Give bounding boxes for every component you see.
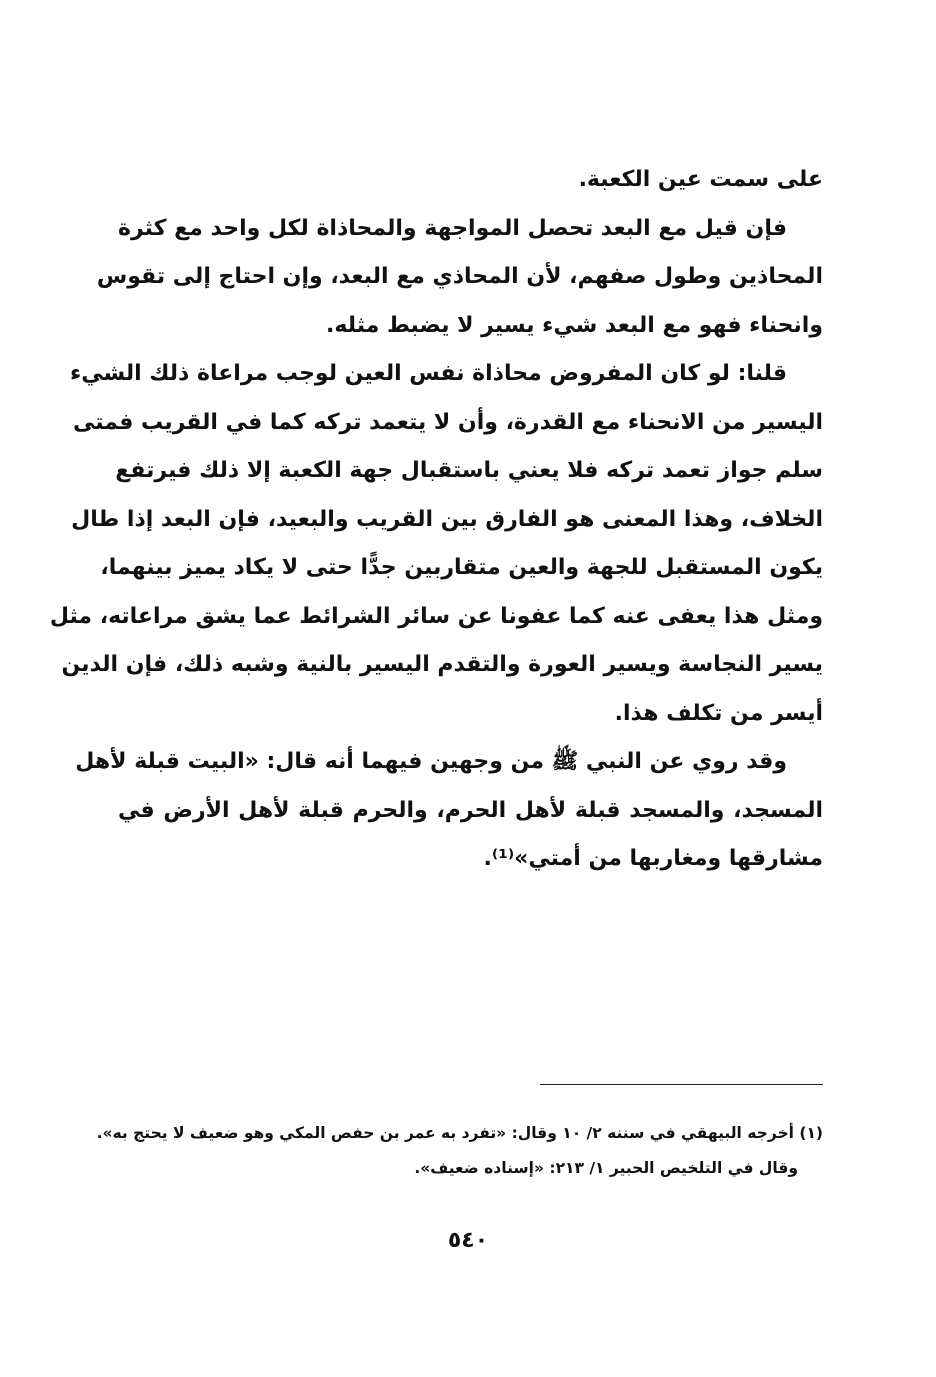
footnote-1: (١) أخرجه البيهقي في سننه ٢/ ١٠ وقال: «تفرد به عمر بن حفص المكي وهو ضعيف لا يحتج به». bbox=[96, 1124, 823, 1142]
body-text bbox=[49, 156, 823, 884]
text-line: وانحناء فهو مع البعد شيء يسير لا يضبط مثله. bbox=[326, 312, 823, 338]
text-line: المحاذين وطول صفهم، لأن المحاذي مع البعد، وإن احتاج إلى تقوس bbox=[96, 264, 823, 289]
text-line: المسجد، والمسجد قبلة لأهل الحرم، والحرم قبلة لأهل الأرض في bbox=[118, 797, 823, 823]
text-line: مشارقها ومغاربها من أمتي»⁽¹⁾. bbox=[483, 846, 823, 871]
page-number: ٥٤٠ bbox=[447, 1228, 489, 1253]
footnotes bbox=[96, 1116, 823, 1186]
text-line: اليسير من الانحناء مع القدرة، وأن لا يتعمد تركه كما في القريب فمتى bbox=[73, 409, 823, 435]
text-line: ومثل هذا يعفى عنه كما عفونا عن سائر الشرائط عما يشق مراعاته، مثل bbox=[49, 603, 823, 629]
text-line: سلم جواز تعمد تركه فلا يعني باستقبال جهة الكعبة إلا ذلك فيرتفع bbox=[115, 458, 823, 483]
text-line: يكون المستقبل للجهة والعين متقاربين جدًّا حتى لا يكاد يميز بينهما، bbox=[100, 555, 823, 580]
text-line: أيسر من تكلف هذا. bbox=[614, 700, 823, 726]
footnote-1-continuation: وقال في التلخيص الحبير ١/ ٢١٣: «إسناده ضعيف». bbox=[414, 1159, 798, 1177]
text-line: يسير النجاسة ويسير العورة والتقدم اليسير بالنية وشبه ذلك، فإن الدين bbox=[61, 652, 823, 677]
text-line: الخلاف، وهذا المعنى هو الفارق بين القريب والبعيد، فإن البعد إذا طال bbox=[71, 506, 823, 532]
text-line: على سمت عين الكعبة. bbox=[578, 167, 823, 192]
text-line: قلنا: لو كان المفروض محاذاة نفس العين لوجب مراعاة ذلك الشيء bbox=[69, 361, 787, 386]
footnote-separator bbox=[540, 1084, 823, 1085]
text-line: وقد روي عن النبي ﷺ من وجهين فيهما أنه قال: «البيت قبلة لأهل bbox=[75, 749, 787, 774]
text-line: فإن قيل مع البعد تحصل المواجهة والمحاذاة لكل واحد مع كثرة bbox=[118, 215, 787, 241]
